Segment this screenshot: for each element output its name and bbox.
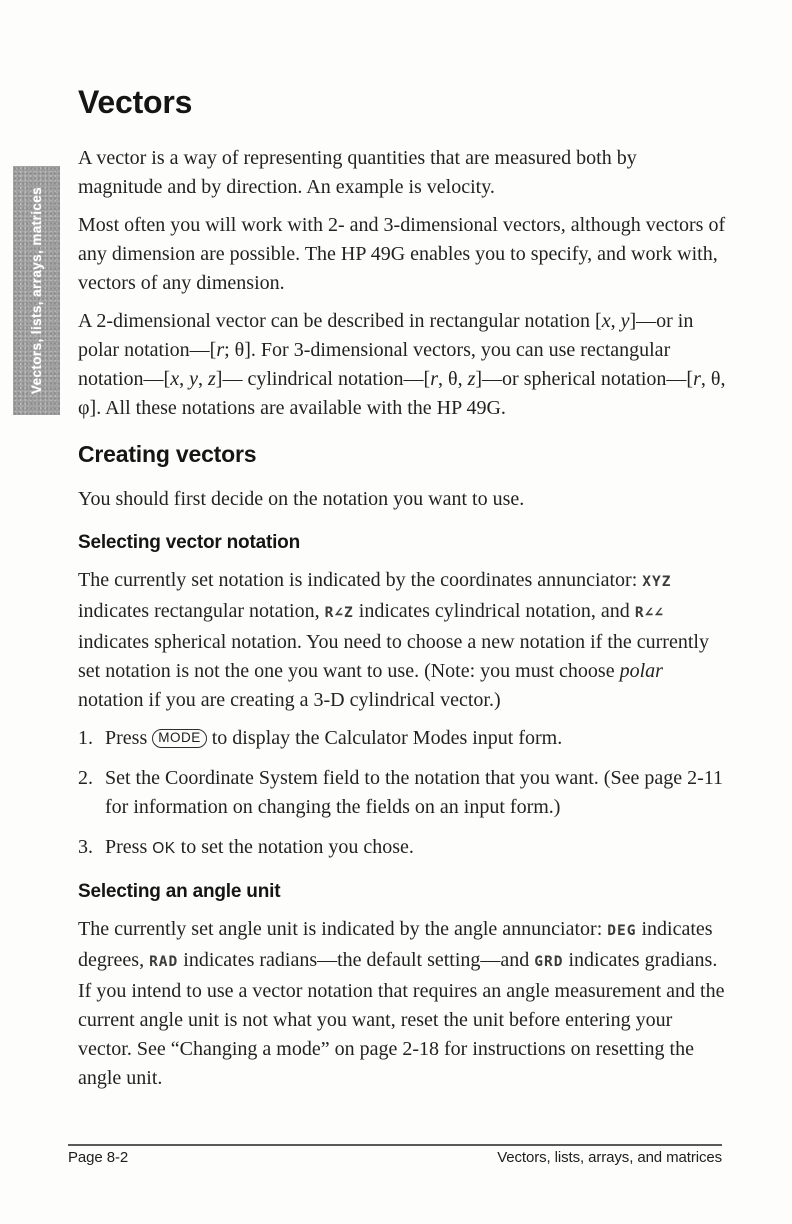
text-run: indicates spherical notation. You need to choose a new notation if the currently set notation is not the one you want to use. (Note: you must choose <box>78 631 709 682</box>
text-run: notation if you are creating a 3-D cylindrical vector.) <box>78 689 501 711</box>
text-run: indicates rectangular notation, <box>78 600 325 622</box>
paragraph-angle-annunciator <box>78 915 726 1093</box>
text-run: indicates gradians. If you intend to use a vector notation that requires an angle measurement and the current angle unit is not what you want, reset the unit before entering your vector. See “Changing a mode” on page 2-18 for instructions on resetting the angle unit. <box>78 949 725 1089</box>
text-run: ]—or in polar notation—[ <box>78 310 694 361</box>
text-run: , <box>610 310 621 332</box>
text-run: Most often you will work with 2- and 3-dimensional vectors, although vectors of any dimension are possible. The HP 49G enables you to specify, and work with, vectors of any dimension. <box>78 214 726 294</box>
text-run-ok: OK <box>152 840 176 857</box>
text-run: indicates cylindrical notation, and <box>353 600 635 622</box>
paragraph-notations <box>78 307 726 423</box>
step-item <box>78 764 726 822</box>
step-text <box>105 764 726 822</box>
step-item <box>78 833 726 863</box>
paragraph-coordinates-annunciator <box>78 566 726 715</box>
chapter-edge-tab <box>13 166 60 415</box>
subsection-heading-angle-unit: Selecting an angle unit <box>78 881 281 902</box>
text-run-lcd: XYZ <box>642 574 672 590</box>
step-number: 1. <box>78 727 93 749</box>
text-run: A vector is a way of representing quantities that are measured both by magnitude and by direction. An example is velocity. <box>78 147 637 198</box>
text-run-lcd: R∠Z <box>324 605 354 621</box>
section-heading-creating-vectors: Creating vectors <box>78 441 257 467</box>
text-run: The currently set notation is indicated by the coordinates annunciator: <box>78 569 643 591</box>
text-run: ]—or spherical notation—[ <box>475 368 694 390</box>
subsection-heading-selecting-notation: Selecting vector notation <box>78 532 300 553</box>
step-number: 2. <box>78 767 93 789</box>
text-run-lcd: GRD <box>534 954 564 970</box>
text-run-lcd: DEG <box>607 923 637 939</box>
text-run-i: r <box>693 368 701 390</box>
page-content <box>78 84 726 1102</box>
text-run-lcd: R∠∠ <box>634 605 665 621</box>
text-run-i: y <box>620 310 630 332</box>
text-run-i: r <box>430 368 438 390</box>
paragraph-vector-definition <box>78 144 726 202</box>
text-run-i: y <box>189 368 198 390</box>
text-run: Press <box>105 727 153 749</box>
step-number: 3. <box>78 836 93 858</box>
text-run-i: x <box>170 368 180 390</box>
paragraph-dimensions <box>78 211 726 298</box>
steps-list <box>78 724 726 863</box>
text-run-i: x <box>601 310 611 332</box>
text-run: , <box>179 368 190 390</box>
step-text <box>105 833 726 863</box>
text-run: indicates radians—the default setting—and <box>178 949 535 971</box>
text-run: ; θ]. For 3-dimensional vectors, you can use rectangular notation—[ <box>78 339 671 390</box>
chapter-edge-tab-label: Vectors, lists, arrays, matrices <box>29 186 44 395</box>
page-title: Vectors <box>78 84 193 120</box>
footer-chapter-title: Vectors, lists, arrays, and matrices <box>497 1149 722 1166</box>
text-run: , <box>198 368 208 390</box>
text-run: A 2-dimensional vector can be described in rectangular notation [ <box>78 310 602 332</box>
text-run: The currently set angle unit is indicated by the angle annunciator: <box>78 918 608 940</box>
text-run-i: polar <box>619 660 663 682</box>
text-run: to display the Calculator Modes input form. <box>206 727 563 749</box>
text-run: indicates degrees, <box>78 918 713 971</box>
text-run-i: z <box>467 368 476 390</box>
text-run: Press <box>105 836 153 858</box>
footer-page-number: Page 8-2 <box>68 1149 129 1166</box>
paragraph-decide-notation: You should first decide on the notation you want to use. <box>78 488 525 510</box>
text-run-key: MODE <box>152 729 207 748</box>
text-run: to set the notation you chose. <box>175 836 414 858</box>
text-run: , θ, φ]. All these notations are available with the HP 49G. <box>78 368 726 419</box>
text-run-i: z <box>208 368 216 390</box>
page-footer <box>68 1144 722 1166</box>
text-run: ]— cylindrical notation—[ <box>215 368 431 390</box>
step-item <box>78 724 726 753</box>
text-run-lcd: RAD <box>149 954 179 970</box>
text-run: Set the Coordinate System field to the notation that you want. (See page 2-11 for information on changing the fields on an input form.) <box>105 767 724 818</box>
text-run: , θ, <box>437 368 468 390</box>
step-text <box>105 724 726 753</box>
text-run-i: r <box>216 339 225 361</box>
